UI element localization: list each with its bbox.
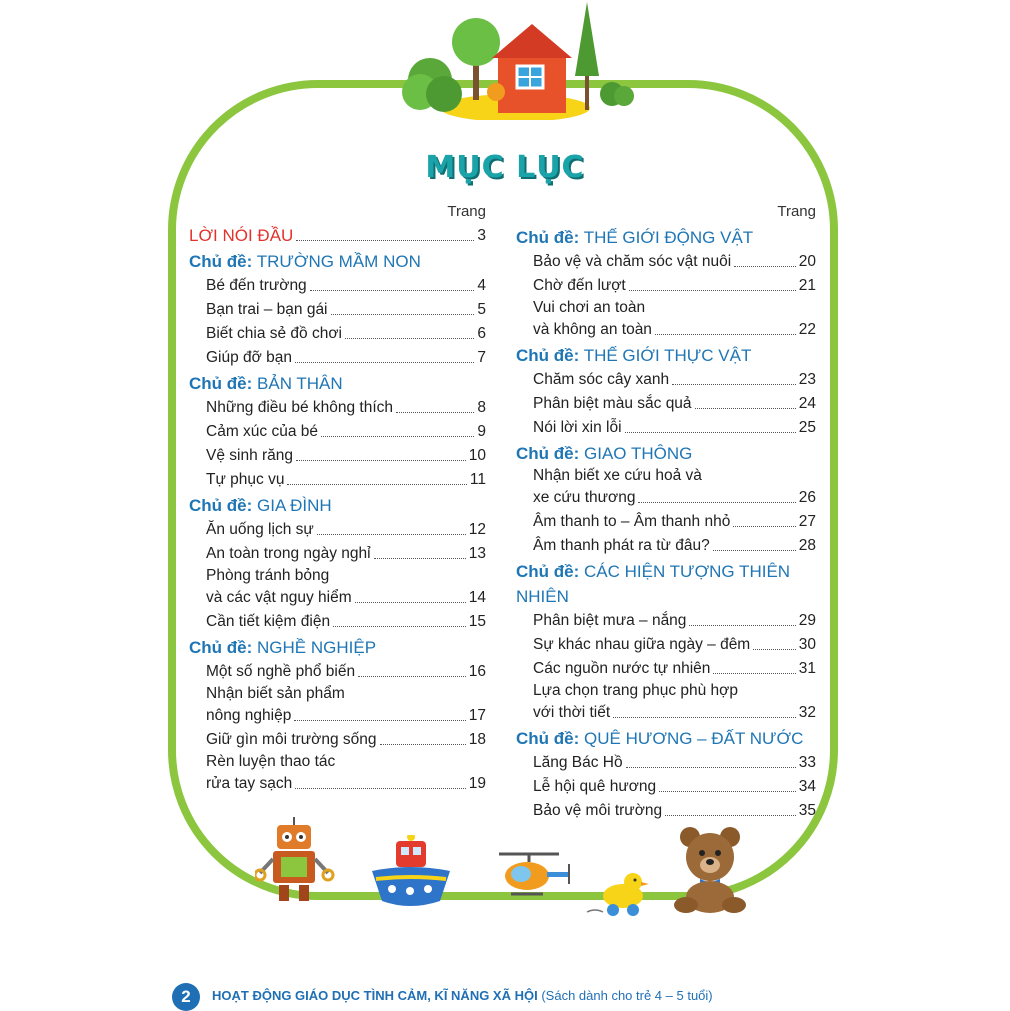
toc-entry[interactable]: [206, 274, 486, 298]
topic-items: [189, 274, 486, 370]
dot-leader: [689, 625, 795, 626]
dot-leader: [672, 384, 796, 385]
toc-entry-row: [206, 772, 486, 796]
toc-entry-row: [533, 534, 816, 558]
house-illustration: [400, 0, 640, 120]
topic-name: CÁC HIỆN TƯỢNG THIÊN NHIÊN: [516, 562, 791, 606]
footer-title: HOẠT ĐỘNG GIÁO DỤC TÌNH CẢM, KĨ NĂNG XÃ HỘI: [212, 988, 538, 1003]
toc-page-number: 5: [477, 301, 486, 318]
topic-name: NGHỀ NGHIỆP: [257, 638, 377, 657]
toc-entry-label: Tự phục vụ: [206, 471, 285, 488]
toc-entry[interactable]: [533, 250, 816, 274]
dot-leader: [665, 815, 796, 816]
toc-entry[interactable]: [206, 660, 486, 684]
toc-entry[interactable]: [533, 609, 816, 633]
toc-page-number: 21: [798, 277, 816, 294]
toc-entry-label: Phân biệt màu sắc quả: [533, 395, 692, 412]
toc-entry[interactable]: [206, 752, 486, 796]
page-column-header: Trang: [777, 203, 816, 220]
toc-entry-label: và không an toàn: [533, 321, 652, 338]
dot-leader: [733, 526, 795, 527]
toc-entry-label: Phân biệt mưa – nắng: [533, 612, 687, 629]
toc-entry[interactable]: [206, 346, 486, 370]
topic-prefix: Chủ đề:: [189, 638, 253, 657]
toc-page-number: 7: [477, 349, 486, 366]
dot-leader: [294, 720, 465, 721]
toc-entry[interactable]: [206, 322, 486, 346]
toc-page-number: 35: [798, 802, 816, 819]
dot-leader: [296, 460, 466, 461]
toc-entry-row: [533, 250, 816, 274]
toc-entry-label: Bảo vệ và chăm sóc vật nuôi: [533, 253, 732, 270]
toc-entry-label: Âm thanh phát ra từ đâu?: [533, 537, 710, 554]
toc-entry-label: và các vật nguy hiểm: [206, 589, 352, 606]
toc-entry-row: [533, 775, 816, 799]
toc-entry[interactable]: [206, 396, 486, 420]
toc-page-number: 27: [798, 513, 816, 530]
toc-entry-label-line: Rèn luyện thao tác: [206, 753, 336, 770]
topic-heading[interactable]: [189, 635, 486, 660]
topic-heading[interactable]: [189, 371, 486, 396]
toc-entry-row: [533, 486, 816, 510]
toc-entry[interactable]: [533, 633, 816, 657]
dot-leader: [625, 432, 796, 433]
toc-left-column: [189, 200, 486, 796]
dot-leader: [734, 266, 796, 267]
toc-entry[interactable]: [206, 728, 486, 752]
toc-entry-label-line: Phòng tránh bỏng: [206, 567, 330, 584]
toc-right-column: [516, 200, 816, 823]
dot-leader: [713, 550, 796, 551]
toc-page-number: 33: [798, 754, 816, 771]
toc-entry[interactable]: [206, 468, 486, 492]
dot-leader: [295, 362, 474, 363]
toc-page-number: 20: [798, 253, 816, 270]
toc-page-number: 22: [798, 321, 816, 338]
topic-prefix: Chủ đề:: [516, 444, 580, 463]
dot-leader: [355, 602, 466, 603]
toc-page-number: 16: [468, 663, 486, 680]
toc-entry[interactable]: [206, 444, 486, 468]
toc-entry-row: [533, 392, 816, 416]
right-bush-icon: [600, 82, 634, 106]
toc-entry-label: Bạn trai – bạn gái: [206, 301, 328, 318]
toc-entry-row: [206, 542, 486, 566]
topic-prefix: Chủ đề:: [516, 729, 580, 748]
toc-entry-row: [533, 657, 816, 681]
toc-page-number: 31: [798, 660, 816, 677]
toc-page-number: 3: [477, 227, 486, 244]
toc-entry-label: Nói lời xin lỗi: [533, 419, 622, 436]
toc-entry-row: [533, 416, 816, 440]
toc-page-number: 30: [798, 636, 816, 653]
topic-items: [516, 368, 816, 440]
toc-entry-label: Biết chia sẻ đồ chơi: [206, 325, 342, 342]
toc-page-number: 18: [468, 731, 486, 748]
topic-items: [516, 250, 816, 342]
toc-entry-label-line: Lựa chọn trang phục phù hợp: [533, 682, 738, 699]
toc-entry[interactable]: [533, 799, 816, 823]
topic-prefix: Chủ đề:: [516, 346, 580, 365]
boat-toy: [368, 835, 453, 913]
toc-entry[interactable]: [206, 420, 486, 444]
toc-entry[interactable]: [533, 274, 816, 298]
toc-entry-label: Giúp đỡ bạn: [206, 349, 292, 366]
toc-entry-row: [533, 609, 816, 633]
toc-entry-label: Cần tiết kiệm điện: [206, 613, 331, 630]
dot-leader: [345, 338, 474, 339]
toc-page-number: 23: [798, 371, 816, 388]
house-icon: [492, 24, 572, 113]
toc-entry-label: Lễ hội quê hương: [533, 778, 657, 795]
toc-entry-label: Chờ đến lượt: [533, 277, 626, 294]
toc-entry-label-line: Vui chơi an toàn: [533, 299, 646, 316]
toc-entry-label-line: Nhận biết xe cứu hoả và: [533, 467, 702, 484]
toc-entry-row: [533, 633, 816, 657]
dot-leader: [626, 767, 796, 768]
topic-heading[interactable]: [516, 225, 816, 250]
topic-items: [516, 466, 816, 558]
dot-leader: [380, 744, 466, 745]
toc-entry-label: Cảm xúc của bé: [206, 423, 318, 440]
toc-entry-row: [206, 728, 486, 752]
page-number-badge: 2: [172, 983, 200, 1011]
topic-heading[interactable]: [516, 343, 816, 368]
dot-leader: [317, 534, 466, 535]
duck-pull-toy: [585, 868, 655, 918]
toc-page-number: 25: [798, 419, 816, 436]
page-column-header: Trang: [447, 203, 486, 220]
toc-page-number: 8: [477, 399, 486, 416]
toc-entry-label: Ăn uống lịch sự: [206, 521, 314, 538]
topic-name: QUÊ HƯƠNG – ĐẤT NƯỚC: [584, 729, 804, 748]
topic-heading[interactable]: [516, 441, 816, 466]
toc-entry[interactable]: [533, 368, 816, 392]
toc-entry-label: rửa tay sạch: [206, 775, 293, 792]
topic-prefix: Chủ đề:: [189, 374, 253, 393]
toc-entry-row: [206, 396, 486, 420]
dot-leader: [659, 791, 796, 792]
pine-tree-icon: [575, 2, 599, 110]
toc-page-number: 9: [477, 423, 486, 440]
footer-subtitle: (Sách dành cho trẻ 4 – 5 tuổi): [541, 988, 713, 1003]
toc-entry-label: xe cứu thương: [533, 489, 636, 506]
topic-items: [516, 751, 816, 823]
dot-leader: [287, 484, 466, 485]
toc-entry-row: [206, 274, 486, 298]
toc-entry-label: Những điều bé không thích: [206, 399, 394, 416]
topic-name: THẾ GIỚI THỰC VẬT: [583, 346, 752, 365]
dot-leader: [295, 788, 466, 789]
helicopter-toy: [495, 848, 575, 898]
toc-entry-label: Lăng Bác Hồ: [533, 754, 623, 771]
toc-entry-row: [206, 468, 486, 492]
topic-prefix: Chủ đề:: [516, 562, 580, 581]
dot-leader: [638, 502, 795, 503]
toc-page-number: 26: [798, 489, 816, 506]
toc-page-number: 10: [468, 447, 486, 464]
teddy-bear: [668, 825, 753, 913]
topic-items: [189, 396, 486, 492]
dot-leader: [655, 334, 796, 335]
dot-leader: [358, 676, 466, 677]
toc-entry-row: [533, 318, 816, 342]
topic-name: THẾ GIỚI ĐỘNG VẬT: [583, 228, 754, 247]
topic-items: [516, 609, 816, 725]
toc-entry-label: Sự khác nhau giữa ngày – đêm: [533, 636, 751, 653]
topic-heading[interactable]: [189, 493, 486, 518]
topic-heading[interactable]: [516, 726, 816, 751]
toc-entry[interactable]: [206, 298, 486, 322]
robot-toy: [255, 815, 335, 905]
topic-items: [189, 660, 486, 796]
toc-page-number: 24: [798, 395, 816, 412]
toc-page-number: 19: [468, 775, 486, 792]
page-title: MỤC LỤC: [425, 150, 585, 185]
dot-leader: [321, 436, 474, 437]
toc-page-number: 17: [468, 707, 486, 724]
toc-page-number: 4: [477, 277, 486, 294]
dot-leader: [296, 240, 474, 241]
dot-leader: [713, 673, 795, 674]
footer-book-title: [212, 988, 713, 1003]
snail-icon: [487, 83, 505, 101]
toc-entry-label: Các nguồn nước tự nhiên: [533, 660, 711, 677]
toc-entry[interactable]: [533, 392, 816, 416]
toc-entry[interactable]: [533, 751, 816, 775]
toc-entry-row: [206, 346, 486, 370]
toc-entry-row: [533, 799, 816, 823]
toc-entry-row: [206, 704, 486, 728]
toc-entry[interactable]: [533, 657, 816, 681]
toc-entry[interactable]: [533, 510, 816, 534]
toc-entry-row: [206, 420, 486, 444]
dot-leader: [310, 290, 475, 291]
dot-leader: [629, 290, 796, 291]
toc-entry[interactable]: [206, 684, 486, 728]
toc-entry-label: với thời tiết: [533, 704, 611, 721]
toc-entry-label: nông nghiệp: [206, 707, 292, 724]
toc-entry-label: Một số nghề phổ biến: [206, 663, 356, 680]
toc-entry-row: [533, 751, 816, 775]
left-bush-icon: [402, 58, 462, 112]
toc-entry-label: LỜI NÓI ĐẦU: [189, 226, 294, 245]
dot-leader: [331, 314, 475, 315]
toc-entry[interactable]: [533, 681, 816, 725]
topic-name: GIA ĐÌNH: [257, 496, 332, 515]
dot-leader: [613, 717, 796, 718]
toc-page-number: 32: [798, 704, 816, 721]
toc-page-number: 13: [468, 545, 486, 562]
dot-leader: [695, 408, 796, 409]
toc-entry-row: [206, 610, 486, 634]
toc-entry[interactable]: [533, 298, 816, 342]
topic-heading[interactable]: [516, 559, 816, 609]
toc-entry-label: Giữ gìn môi trường sống: [206, 731, 377, 748]
dot-leader: [374, 558, 466, 559]
toc-entry-row: [533, 368, 816, 392]
topic-prefix: Chủ đề:: [189, 252, 253, 271]
toc-page-number: 12: [468, 521, 486, 538]
toc-page-number: 29: [798, 612, 816, 629]
toc-entry[interactable]: [533, 534, 816, 558]
toc-entry-label: Chăm sóc cây xanh: [533, 371, 670, 388]
dot-leader: [333, 626, 466, 627]
toc-entry-row: [533, 274, 816, 298]
toc-page-number: 34: [798, 778, 816, 795]
toc-entry[interactable]: [206, 566, 486, 610]
toc-entry-row: [206, 444, 486, 468]
toc-entry[interactable]: [206, 542, 486, 566]
toc-page-number: 28: [798, 537, 816, 554]
toc-entry[interactable]: [206, 518, 486, 542]
toc-entry-label: Bảo vệ môi trường: [533, 802, 663, 819]
toc-entry-row: [533, 510, 816, 534]
toc-entry[interactable]: [533, 416, 816, 440]
topic-heading[interactable]: [189, 249, 486, 274]
toc-page-number: 11: [469, 471, 486, 488]
toc-entry[interactable]: [533, 775, 816, 799]
toc-entry[interactable]: [206, 610, 486, 634]
topic-prefix: Chủ đề:: [189, 496, 253, 515]
toc-entry-label-line: Nhận biết sản phẩm: [206, 685, 345, 702]
toc-page-number: 15: [468, 613, 486, 630]
dot-leader: [396, 412, 474, 413]
toc-page-number: 14: [468, 589, 486, 606]
topic-name: GIAO THÔNG: [584, 444, 693, 463]
toc-entry-row: [206, 660, 486, 684]
toc-entry-label: Âm thanh to – Âm thanh nhỏ: [533, 513, 731, 530]
toc-entry-row: [206, 518, 486, 542]
toc-page-number: 6: [477, 325, 486, 342]
toc-entry-row: [206, 322, 486, 346]
toc-entry-row: [206, 586, 486, 610]
topic-name: BẢN THÂN: [257, 374, 343, 393]
toc-entry-row: [206, 298, 486, 322]
toc-entry[interactable]: [533, 466, 816, 510]
topic-name: TRƯỜNG MẦM NON: [256, 252, 421, 271]
topic-items: [189, 518, 486, 634]
toc-entry-label: Bé đến trường: [206, 277, 307, 294]
toc-entry-label: Vệ sinh răng: [206, 447, 294, 464]
toc-entry-row: [533, 701, 816, 725]
toc-entry-label: An toàn trong ngày nghỉ: [206, 545, 371, 562]
topic-prefix: Chủ đề:: [516, 228, 580, 247]
toc-entry-intro[interactable]: [189, 224, 486, 248]
dot-leader: [753, 649, 796, 650]
